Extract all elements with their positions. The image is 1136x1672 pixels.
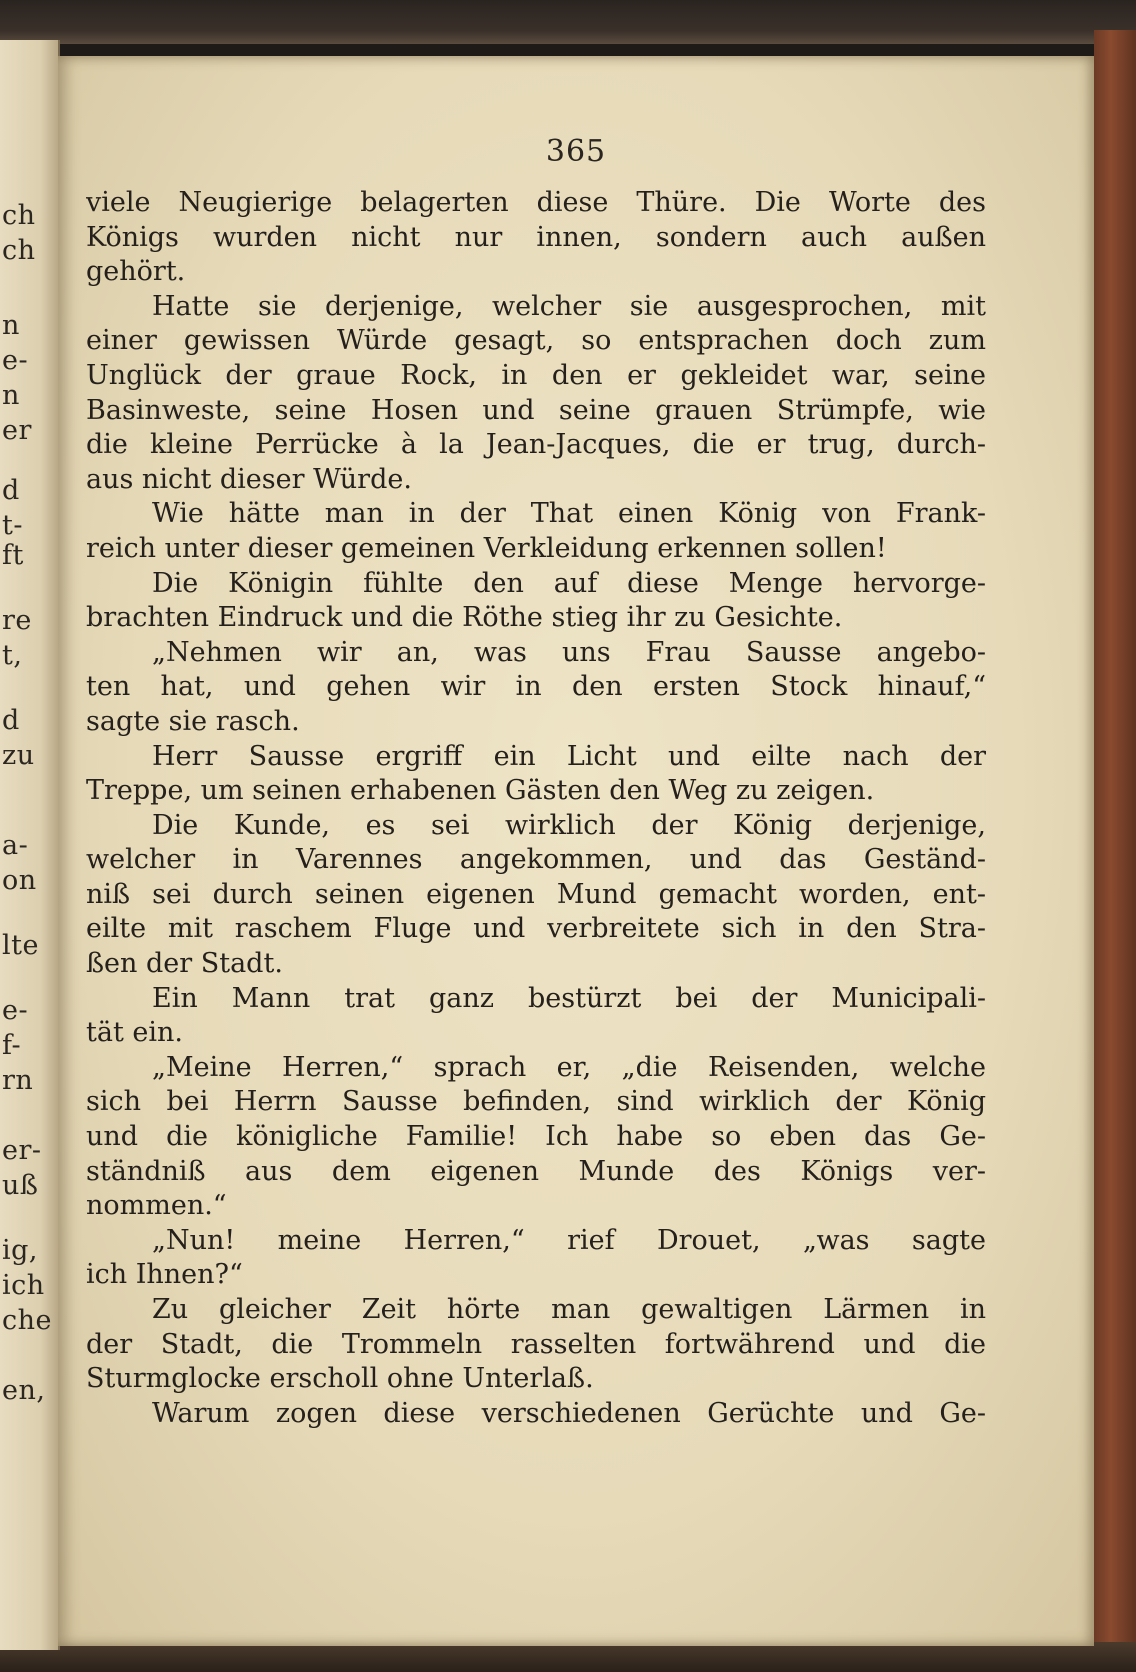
text-line: eilte mit raschem Fluge und verbreitete sich in den Stra-	[86, 913, 986, 945]
page-number: 365	[545, 134, 607, 169]
left-page-fragment: d	[2, 475, 20, 506]
text-line: „Nun! meine Herren,“ rief Drouet, „was sagte	[152, 1224, 986, 1256]
text-line: „Nehmen wir an, was uns Frau Sausse angebo-	[152, 636, 986, 668]
text-line: Hatte sie derjenige, welcher sie ausgesprochen, mit	[152, 290, 986, 322]
text-line: sagte sie rasch.	[86, 705, 300, 737]
left-page-fragment: n	[2, 310, 20, 341]
text-line: welcher in Varennes angekommen, und das Geständ-	[86, 844, 986, 876]
left-page-fragment: e-	[2, 345, 29, 376]
left-page-fragment: a-	[2, 830, 29, 861]
left-page-fragment: lte	[2, 930, 39, 961]
bottom-cover-edge	[0, 1642, 1136, 1672]
text-line: Herr Sausse ergriff ein Licht und eilte nach der	[152, 740, 986, 772]
right-cover-edge	[1094, 30, 1136, 1672]
text-line: ten hat, und gehen wir in den ersten Stock hinauf,“	[86, 671, 986, 703]
text-line: Ein Mann trat ganz bestürzt bei der Municipali-	[152, 982, 986, 1014]
text-line: Basinweste, seine Hosen und seine grauen Strümpfe, wie	[86, 394, 986, 426]
left-page-edge	[0, 40, 60, 1650]
text-line: Zu gleicher Zeit hörte man gewaltigen Lärmen in	[152, 1294, 986, 1325]
left-page-fragment: n	[2, 380, 20, 411]
left-page-fragments	[0, 40, 56, 1650]
left-page-fragment: d	[2, 705, 20, 736]
text-line: ständniß aus dem eigenen Munde des Königs ver-	[86, 1155, 986, 1187]
body-text	[86, 186, 986, 1431]
text-line: ßen der Stadt.	[86, 948, 283, 980]
left-page-fragment: t-	[2, 510, 23, 541]
text-line: Wie hätte man in der That einen König von Frank-	[152, 498, 986, 530]
left-page-fragment: uß	[2, 1170, 39, 1201]
text-line: gehört.	[86, 256, 186, 288]
text-line: viele Neugierige belagerten diese Thüre. Die Worte des	[86, 187, 986, 218]
text-line: „Meine Herren,“ sprach er, „die Reisenden, welche	[152, 1051, 986, 1083]
left-page-fragment: t,	[2, 640, 23, 671]
top-cover-edge	[0, 0, 1136, 44]
left-page-fragment: e-	[2, 995, 29, 1026]
text-line: und die königliche Familie! Ich habe so eben das Ge-	[86, 1121, 986, 1153]
text-line: die kleine Perrücke à la Jean-Jacques, die er trug, durch-	[86, 429, 986, 461]
text-line: sich bei Herrn Sausse befinden, sind wirklich der König	[86, 1086, 986, 1118]
text-line: nommen.“	[86, 1190, 227, 1222]
text-line: reich unter dieser gemeinen Verkleidung erkennen sollen!	[86, 532, 887, 564]
text-line: Die Königin fühlte den auf diese Menge hervorge-	[152, 567, 986, 599]
left-page-fragment: che	[2, 1305, 52, 1336]
left-page-fragment: rn	[2, 1065, 34, 1096]
text-line: Königs wurden nicht nur innen, sondern auch außen	[86, 221, 986, 253]
left-page-fragment: ich	[2, 1270, 45, 1301]
left-page-fragment: en,	[2, 1375, 46, 1406]
book-page	[58, 56, 1094, 1646]
left-page-fragment: re	[2, 605, 32, 636]
left-page-fragment: ch	[2, 235, 36, 266]
left-page-fragment: zu	[2, 740, 35, 771]
text-line: der Stadt, die Trommeln rasselten fortwährend und die	[86, 1328, 986, 1360]
text-line: Treppe, um seinen erhabenen Gästen den Weg zu zeigen.	[86, 775, 875, 807]
text-line: brachten Eindruck und die Röthe stieg ihr zu Gesichte.	[86, 602, 843, 634]
left-page-fragment: er	[2, 415, 32, 446]
text-line: aus nicht dieser Würde.	[86, 463, 412, 495]
text-line: Unglück der graue Rock, in den er gekleidet war, seine	[86, 359, 986, 391]
left-page-fragment: f-	[2, 1030, 22, 1061]
text-line: einer gewissen Würde gesagt, so entsprachen doch zum	[86, 325, 986, 357]
left-page-fragment: on	[2, 865, 37, 896]
text-line: tät ein.	[86, 1017, 183, 1049]
left-page-fragment: er-	[2, 1135, 42, 1166]
text-line: ich Ihnen?“	[86, 1259, 243, 1291]
text-line: Die Kunde, es sei wirklich der König derjenige,	[152, 809, 986, 841]
text-line: niß sei durch seinen eigenen Mund gemacht worden, ent-	[86, 878, 986, 910]
text-line: Warum zogen diese verschiedenen Gerüchte und Ge-	[152, 1397, 986, 1429]
left-page-fragment: ig,	[2, 1235, 39, 1266]
left-page-fragment: ch	[2, 200, 36, 231]
text-line: Sturmglocke erscholl ohne Unterlaß.	[86, 1363, 594, 1395]
left-page-fragment: ft	[2, 540, 24, 571]
